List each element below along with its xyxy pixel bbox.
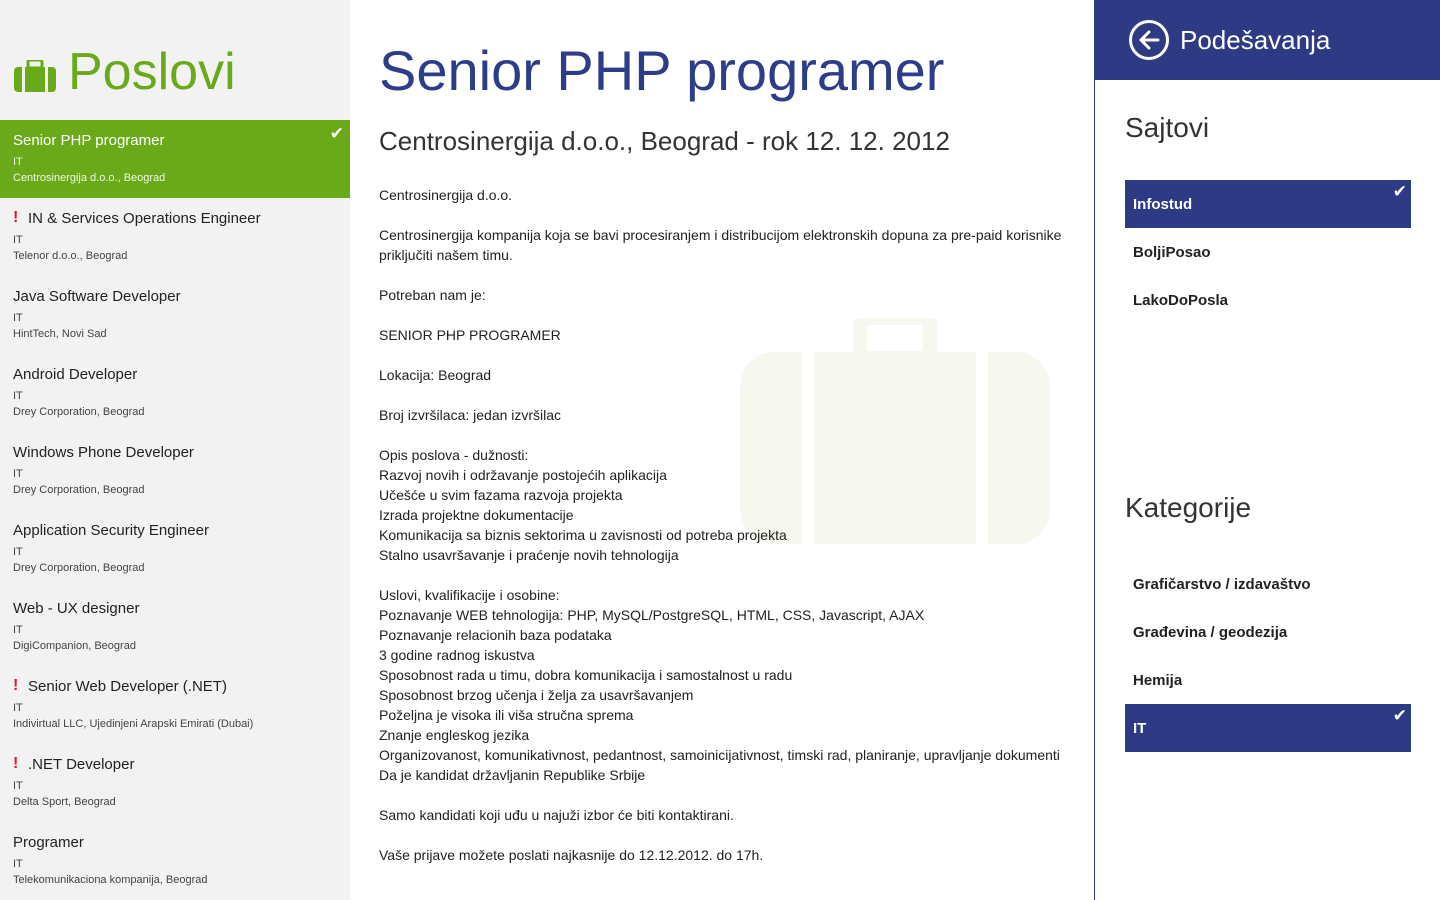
job-city: Beograd <box>94 640 136 652</box>
job-company: Drey Corporation <box>13 562 97 574</box>
site-option[interactable] <box>1125 276 1411 324</box>
job-title: Senior PHP programer <box>13 131 165 149</box>
alert-flag-icon: ! <box>13 755 19 772</box>
description-line: Organizovanost, komunikativnost, pedantnost, samoinicijativnost, timski rad, planiranje, upravljanje dokumenti <box>379 747 1060 763</box>
job-category: IT <box>13 858 23 870</box>
job-company: Indivirtual LLC <box>13 718 84 730</box>
job-company-location <box>13 328 337 340</box>
app-header <box>14 40 236 104</box>
job-list-item[interactable] <box>0 588 350 666</box>
job-title-row <box>13 442 337 462</box>
job-company: Drey Corporation <box>13 484 97 496</box>
job-company-location <box>13 406 337 418</box>
description-line: Centrosinergija kompanija koja se bavi procesiranjem i distribucijom elektronskih dopuna za pre-paid korisnike <box>379 227 1062 243</box>
job-company: Delta Sport <box>13 796 69 808</box>
job-company: DigiCompanion <box>13 640 89 652</box>
company-city-separator: , <box>96 562 103 574</box>
job-company-location <box>13 640 337 652</box>
description-line: Vaše prijave možete poslati najkasnije do 12.12.2012. do 17h. <box>379 847 764 863</box>
paragraph-gap <box>379 345 1095 365</box>
company-city-separator: , <box>55 328 62 340</box>
company-city-separator: , <box>96 484 103 496</box>
description-line: Lokacija: Beograd <box>379 367 492 383</box>
settings-title: Podešavanja <box>1180 24 1331 55</box>
sites-section-title: Sajtovi <box>1125 112 1210 143</box>
job-category: IT <box>13 468 23 480</box>
job-company-location <box>13 172 337 184</box>
job-title: Java Software Developer <box>13 287 181 305</box>
job-company-location <box>13 250 337 262</box>
categories-list <box>1125 560 1411 752</box>
job-category: IT <box>13 390 23 402</box>
paragraph-gap <box>379 565 1095 585</box>
job-title-row <box>13 520 337 540</box>
job-city: Ujedinjeni Arapski Emirati (Dubai) <box>89 718 254 730</box>
job-city: Beograd <box>165 874 208 886</box>
job-title-row <box>13 130 337 150</box>
category-option-label: IT <box>1133 719 1147 737</box>
site-option[interactable] <box>1125 228 1411 276</box>
job-title-row <box>13 364 337 384</box>
job-title: .NET Developer <box>28 755 135 773</box>
job-category: IT <box>13 312 23 324</box>
job-title-row <box>13 832 337 852</box>
job-title: Application Security Engineer <box>13 521 209 539</box>
job-company: Drey Corporation <box>13 406 97 418</box>
app-title: Poslovi <box>68 43 236 101</box>
job-category: IT <box>13 624 23 636</box>
description-line: Uslovi, kvalifikacije i osobine: <box>379 587 560 603</box>
category-option[interactable] <box>1125 608 1411 656</box>
alert-flag-icon: ! <box>13 677 19 694</box>
settings-header <box>1095 0 1440 80</box>
description-line: Da je kandidat državljanin Republike Srbije <box>379 767 646 783</box>
description-line: Poznavanje relacionih baza podataka <box>379 627 612 643</box>
job-category: IT <box>13 546 23 558</box>
job-category: IT <box>13 156 23 168</box>
job-list-item[interactable] <box>0 744 350 822</box>
job-company-location <box>13 796 337 808</box>
job-city: Beograd <box>74 796 116 808</box>
description-line: Sposobnost rada u timu, dobra komunikacija i samostalnost u radu <box>379 667 793 683</box>
paragraph-gap <box>379 785 1095 805</box>
paragraph-gap <box>379 385 1095 405</box>
job-list-item[interactable] <box>0 510 350 588</box>
category-option[interactable] <box>1125 704 1411 752</box>
description-line: 3 godine radnog iskustva <box>379 647 535 663</box>
company-city-separator: , <box>96 406 103 418</box>
description-line: Sposobnost brzog učenja i želja za usavršavanjem <box>379 687 694 703</box>
job-title: Android Developer <box>13 365 138 383</box>
job-description <box>379 185 1095 865</box>
paragraph-gap <box>379 265 1095 285</box>
checkmark-icon: ✔ <box>1392 182 1407 201</box>
job-list-item[interactable] <box>0 666 350 744</box>
description-line: Opis poslova - dužnosti: <box>379 447 529 463</box>
category-option-label: Građevina / geodezija <box>1133 623 1288 641</box>
company-city-separator: , <box>68 796 75 808</box>
checkmark-icon: ✔ <box>329 124 344 143</box>
job-title-row <box>13 208 337 228</box>
job-title-heading: Senior PHP programer <box>379 39 945 102</box>
job-detail-pane <box>350 0 1095 900</box>
job-list-item[interactable] <box>0 432 350 510</box>
company-city-separator: , <box>117 172 124 184</box>
description-line: Centrosinergija d.o.o. <box>379 187 513 203</box>
category-option[interactable] <box>1125 656 1411 704</box>
back-button[interactable] <box>1129 20 1169 60</box>
job-list-pane <box>0 0 350 900</box>
job-company-location <box>13 718 337 730</box>
settings-flyout <box>1094 0 1440 900</box>
job-list-item[interactable] <box>0 354 350 432</box>
job-title: IN & Services Operations Engineer <box>28 209 261 227</box>
description-line: Znanje engleskog jezika <box>379 727 530 743</box>
company-city-separator: , <box>159 874 166 886</box>
company-city-separator: , <box>83 718 90 730</box>
job-list-item[interactable] <box>0 198 350 276</box>
job-title: Programer <box>13 833 84 851</box>
job-category: IT <box>13 780 23 792</box>
job-title: Windows Phone Developer <box>13 443 194 461</box>
paragraph-gap <box>379 305 1095 325</box>
alert-flag-icon: ! <box>13 209 19 226</box>
job-city: Beograd <box>102 406 145 418</box>
job-city: Beograd <box>85 250 128 262</box>
category-option[interactable] <box>1125 560 1411 608</box>
categories-section-title: Kategorije <box>1125 492 1252 523</box>
job-title: Web - UX designer <box>13 599 140 617</box>
job-list-item[interactable] <box>0 822 350 900</box>
paragraph-gap <box>379 825 1095 845</box>
description-line: priključiti našem timu. <box>379 247 513 263</box>
site-option[interactable] <box>1125 180 1411 228</box>
job-list-item[interactable] <box>0 276 350 354</box>
site-option-label: Infostud <box>1133 195 1193 213</box>
description-line: Stalno usavršavanje i praćenje novih tehnologija <box>379 547 679 563</box>
job-company: HintTech <box>13 328 56 340</box>
paragraph-gap <box>379 205 1095 225</box>
job-subtitle: Centrosinergija d.o.o., Beograd - rok 12. 12. 2012 <box>379 126 950 156</box>
job-title-row <box>13 286 337 306</box>
job-company: Centrosinergija d.o.o. <box>13 172 118 184</box>
job-title: Senior Web Developer (.NET) <box>28 677 227 695</box>
description-line: Broj izvršilaca: jedan izvršilac <box>379 407 562 423</box>
site-option-label: LakoDoPosla <box>1133 291 1229 309</box>
briefcase-icon <box>14 60 56 92</box>
job-title-row <box>13 676 337 696</box>
description-line: Potreban nam je: <box>379 287 486 303</box>
job-company-location <box>13 484 337 496</box>
job-title-row <box>13 754 337 774</box>
company-city-separator: , <box>88 640 95 652</box>
description-line: Izrada projektne dokumentacije <box>379 507 574 523</box>
job-list-item[interactable] <box>0 120 350 198</box>
job-company: Telekomunikaciona kompanija <box>13 874 160 886</box>
job-city: Beograd <box>102 484 145 496</box>
paragraph-gap <box>379 425 1095 445</box>
description-line: Samo kandidati koji uđu u najuži izbor će biti kontaktirani. <box>379 807 734 823</box>
job-list <box>0 120 350 900</box>
category-option-label: Hemija <box>1133 671 1183 689</box>
sites-list <box>1125 180 1411 324</box>
job-city: Beograd <box>102 562 145 574</box>
category-option-label: Grafičarstvo / izdavaštvo <box>1133 575 1311 593</box>
company-city-separator: , <box>79 250 86 262</box>
job-company-location <box>13 562 337 574</box>
description-line: Komunikacija sa biznis sektorima u zavisnosti od potreba projekta <box>379 527 787 543</box>
description-line: SENIOR PHP PROGRAMER <box>379 327 561 343</box>
description-line: Razvoj novih i održavanje postojećih aplikacija <box>379 467 667 483</box>
checkmark-icon: ✔ <box>1392 706 1407 725</box>
job-category: IT <box>13 234 23 246</box>
description-line: Poželjna je visoka ili viša stručna sprema <box>379 707 634 723</box>
job-company: Telenor d.o.o. <box>13 250 80 262</box>
back-arrow-icon <box>1138 29 1160 51</box>
job-city: Beograd <box>123 172 166 184</box>
description-line: Poznavanje WEB tehnologija: PHP, MySQL/PostgreSQL, HTML, CSS, Javascript, AJAX <box>379 607 925 623</box>
job-company-location <box>13 874 337 886</box>
description-line: Učešće u svim fazama razvoja projekta <box>379 487 623 503</box>
job-title-row <box>13 598 337 618</box>
job-category: IT <box>13 702 23 714</box>
site-option-label: BoljiPosao <box>1133 243 1211 261</box>
job-city: Novi Sad <box>61 328 107 340</box>
